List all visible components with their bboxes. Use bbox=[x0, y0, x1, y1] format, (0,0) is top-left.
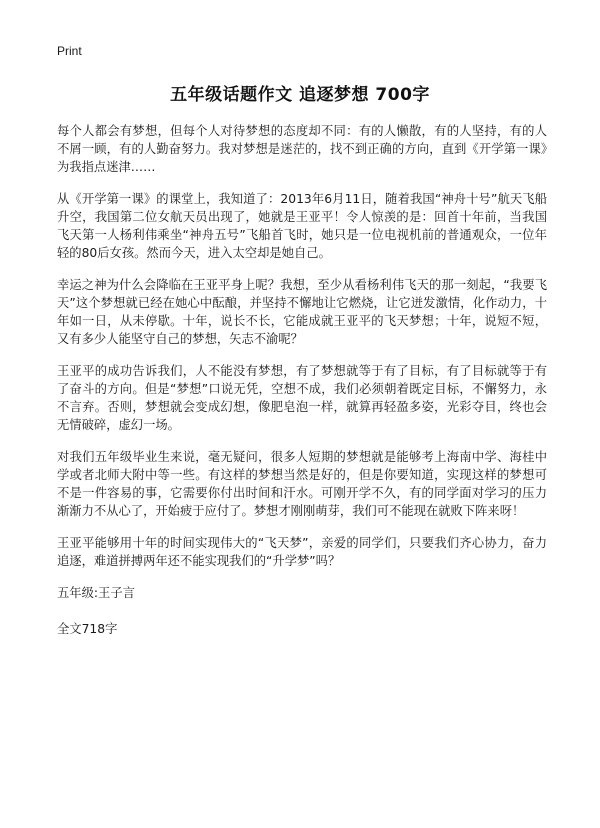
author-signature: 五年级:王子言 bbox=[57, 586, 135, 600]
print-link[interactable]: Print bbox=[57, 44, 82, 58]
paragraph-3: 幸运之神为什么会降临在王亚平身上呢？我想，至少从看杨利伟飞天的那一刻起，“我要飞天”这个梦想就已经在她心中酝酿，并坚持不懈地让它燃烧，让它迸发激情，化作动力，十年如一日，从未停歇。十年，说长不长，它能成就王亚平的飞天梦想；十年，说短不短，又有多少人能坚守自己的梦想，矢志不渝呢？ bbox=[57, 278, 547, 346]
paragraph-4: 王亚平的成功告诉我们，人不能没有梦想，有了梦想就等于有了目标，有了目标就等于有了奋斗的方向。但是“梦想”口说无凭，空想不成，我们必须朝着既定目标，不懈努力，永不言弃。否则，梦想就会变成幻想，像肥皂泡一样，就算再轻盈多姿，光彩夺目，终也会无情破碎，虚幻一场。 bbox=[57, 364, 547, 432]
paragraph-2: 从《开学第一课》的课堂上，我知道了：2013年6月11日，随着我国“神舟十号”航天飞船升空，我国第二位女航天员出现了，她就是王亚平！令人惊羡的是：回首十年前，当我国飞天第一人杨利伟乘坐“神舟五号”飞船首飞时，她只是一位电视机前的普通观众，一位年轻的80后女孩。然而今天，进入太空却是她自己。 bbox=[57, 192, 547, 260]
paragraph-6: 王亚平能够用十年的时间实现伟大的“飞天梦”，亲爱的同学们，只要我们齐心协力，奋力追逐，难道拼搏两年还不能实现我们的“升学梦”吗？ bbox=[57, 536, 547, 568]
paragraph-1: 每个人都会有梦想，但每个人对待梦想的态度却不同：有的人懒散，有的人坚持，有的人不屑一顾，有的人勤奋努力。我对梦想是迷茫的，找不到正确的方向，直到《开学第一课》为我指点迷津…… bbox=[57, 124, 547, 174]
word-count: 全文718字 bbox=[57, 622, 118, 636]
article-title: 五年级话题作文 追逐梦想 700字 bbox=[170, 85, 430, 105]
article-body bbox=[57, 122, 547, 638]
paragraph-5: 对我们五年级毕业生来说，毫无疑问，很多人短期的梦想就是能够考上海南中学、海桂中学或者北师大附中等一些。有这样的梦想当然是好的，但是你要知道，实现这样的梦想可不是一件容易的事，它需要你付出时间和汗水。可刚开学不久，有的同学面对学习的压力渐渐力不从心了，开始疲于应付了。梦想才刚刚萌芽，我们可不能现在就败下阵来呀！ bbox=[57, 450, 547, 518]
